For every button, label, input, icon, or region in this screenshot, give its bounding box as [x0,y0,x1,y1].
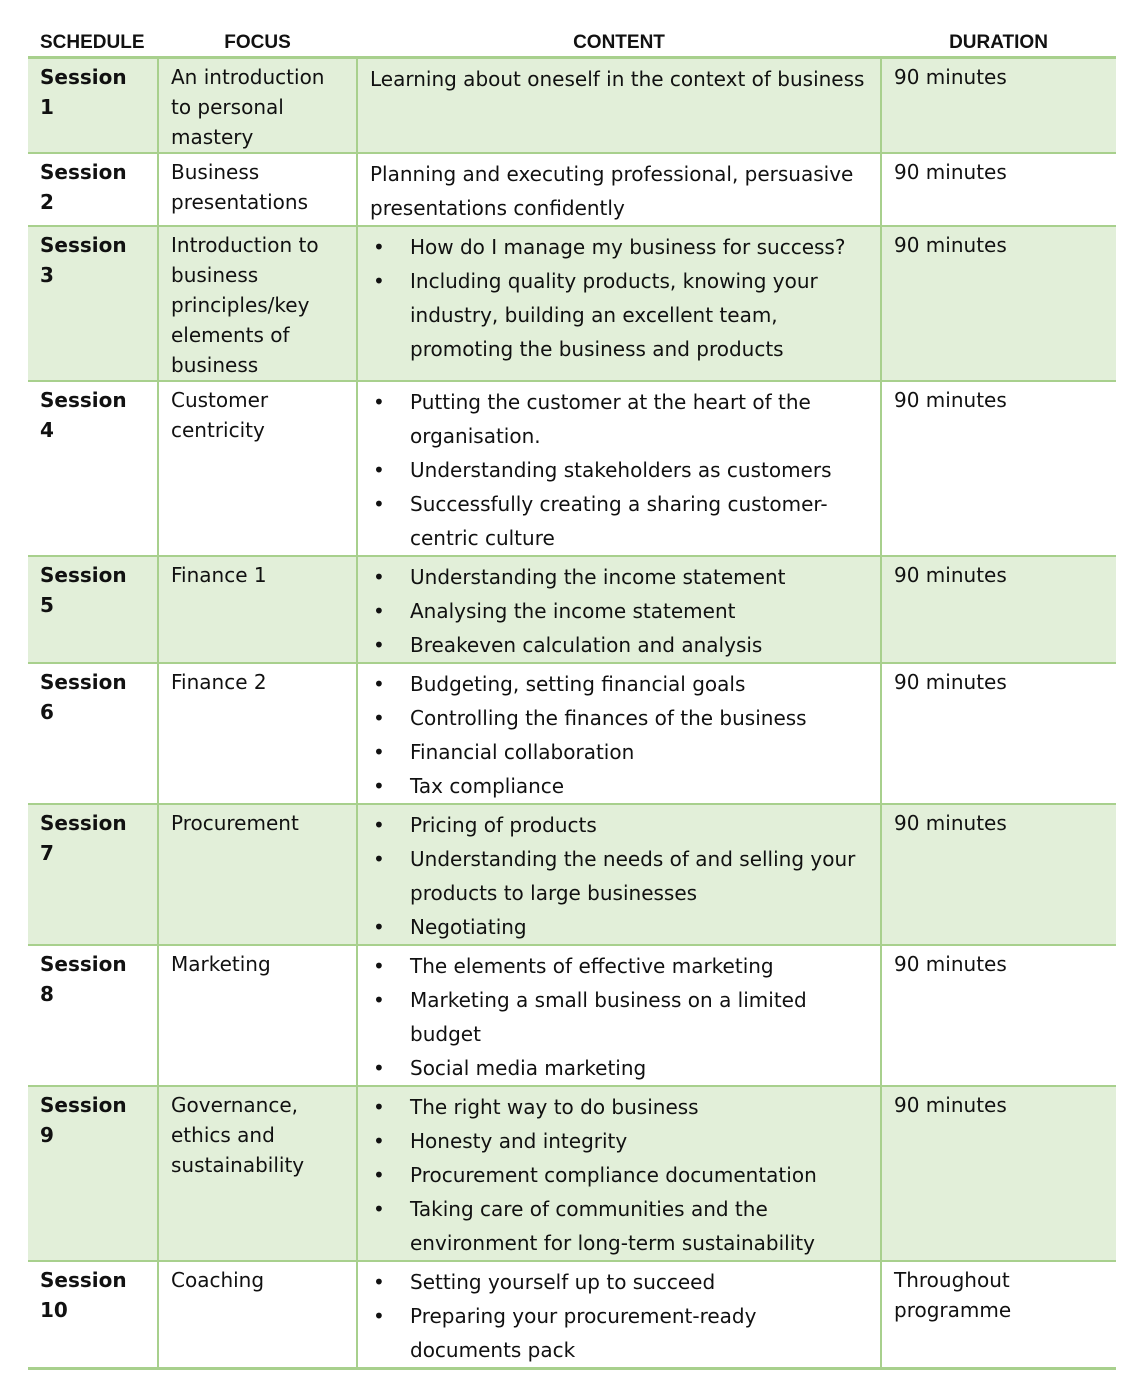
duration-cell: 90 minutes [881,1086,1116,1261]
duration-cell: 90 minutes [881,663,1116,804]
bullet-icon: • [373,672,385,696]
content-bullet-item [370,1299,868,1367]
duration-cell: 90 minutes [881,58,1116,154]
content-bullet-item [370,628,868,662]
content-bullet-list [370,949,868,1085]
content-bullet-text: Understanding the income statement [410,565,786,589]
content-bullet-item [370,1124,868,1158]
content-bullet-list [370,1265,868,1367]
content-bullet-item [370,667,868,701]
session-cell: Session 3 [28,226,158,381]
content-bullet-text: Negotiating [410,915,527,939]
content-bullet-text: Breakeven calculation and analysis [410,633,763,657]
content-bullet-item [370,1265,868,1299]
bullet-icon: • [373,1056,385,1080]
bullet-icon: • [373,269,385,293]
table-body [28,58,1116,1369]
table-row [28,381,1116,556]
session-cell: Session 6 [28,663,158,804]
focus-cell: An introduction to personal mastery [158,58,357,154]
content-bullet-item [370,230,868,264]
bullet-icon: • [373,1095,385,1119]
content-bullet-item [370,385,868,453]
content-cell [357,1261,881,1369]
content-bullet-item [370,949,868,983]
header-duration: DURATION [881,28,1116,58]
bullet-icon: • [373,1129,385,1153]
table-row [28,556,1116,663]
focus-cell: Finance 2 [158,663,357,804]
content-bullet-list [370,808,868,944]
duration-cell: 90 minutes [881,226,1116,381]
content-bullet-item [370,842,868,910]
content-cell [357,381,881,556]
content-bullet-item [370,453,868,487]
bullet-icon: • [373,1304,385,1328]
duration-cell: 90 minutes [881,945,1116,1086]
bullet-icon: • [373,915,385,939]
content-bullet-item [370,769,868,803]
duration-cell: Throughout programme [881,1261,1116,1369]
content-bullet-text: Setting yourself up to succeed [410,1270,716,1294]
content-cell [357,226,881,381]
table-row [28,945,1116,1086]
content-bullet-list [370,560,868,662]
table-row [28,1261,1116,1369]
session-cell: Session 1 [28,58,158,154]
session-cell: Session 8 [28,945,158,1086]
content-bullet-item [370,487,868,555]
session-cell: Session 5 [28,556,158,663]
table-row [28,58,1116,154]
content-bullet-item [370,1090,868,1124]
content-bullet-text: Taking care of communities and the environment for long-term sustainability [410,1197,815,1255]
bullet-icon: • [373,740,385,764]
content-bullet-list [370,230,868,366]
bullet-icon: • [373,813,385,837]
duration-cell: 90 minutes [881,153,1116,226]
header-content: CONTENT [357,28,881,58]
bullet-icon: • [373,390,385,414]
table-row [28,804,1116,945]
content-bullet-text: Understanding stakeholders as customers [410,458,832,482]
content-bullet-item [370,808,868,842]
content-bullet-text: The right way to do business [410,1095,699,1119]
bullet-icon: • [373,599,385,623]
bullet-icon: • [373,988,385,1012]
bullet-icon: • [373,1163,385,1187]
content-bullet-text: Analysing the income statement [410,599,736,623]
focus-cell: Procurement [158,804,357,945]
content-bullet-list [370,1090,868,1260]
header-focus: FOCUS [158,28,357,58]
bullet-icon: • [373,706,385,730]
content-bullet-text: Pricing of products [410,813,597,837]
content-bullet-text: Budgeting, setting financial goals [410,672,746,696]
content-bullet-item [370,594,868,628]
content-bullet-text: Social media marketing [410,1056,647,1080]
content-bullet-text: How do I manage my business for success? [410,235,846,259]
content-bullet-text: Marketing a small business on a limited budget [410,988,807,1046]
content-bullet-text: Putting the customer at the heart of the organisation. [410,390,811,448]
bullet-icon: • [373,633,385,657]
content-cell [357,153,881,226]
table-row [28,153,1116,226]
content-bullet-text: Procurement compliance documentation [410,1163,817,1187]
focus-cell: Introduction to business principles/key elements of business [158,226,357,381]
session-cell: Session 7 [28,804,158,945]
content-cell [357,1086,881,1261]
bullet-icon: • [373,565,385,589]
header-schedule: SCHEDULE [28,28,158,58]
schedule-table [28,28,1116,1370]
content-bullet-item [370,264,868,366]
bullet-icon: • [373,954,385,978]
content-text: Learning about oneself in the context of business [370,67,865,91]
content-cell [357,58,881,154]
schedule-table-container [28,28,1116,1370]
content-bullet-text: Financial collaboration [410,740,635,764]
duration-cell: 90 minutes [881,556,1116,663]
content-bullet-text: Understanding the needs of and selling your products to large businesses [410,847,856,905]
content-cell [357,804,881,945]
focus-cell: Coaching [158,1261,357,1369]
content-bullet-text: Preparing your procurement-ready documents pack [410,1304,757,1362]
content-bullet-text: Successfully creating a sharing customer-centric culture [410,492,828,550]
header-row [28,28,1116,58]
bullet-icon: • [373,847,385,871]
focus-cell: Customer centricity [158,381,357,556]
table-row [28,663,1116,804]
focus-cell: Governance, ethics and sustainability [158,1086,357,1261]
content-bullet-text: Tax compliance [410,774,565,798]
bullet-icon: • [373,1197,385,1221]
content-bullet-list [370,385,868,555]
table-row [28,226,1116,381]
content-bullet-item [370,910,868,944]
content-bullet-text: The elements of effective marketing [410,954,774,978]
content-bullet-list [370,667,868,803]
session-cell: Session 2 [28,153,158,226]
bullet-icon: • [373,774,385,798]
content-bullet-item [370,560,868,594]
content-bullet-item [370,1158,868,1192]
content-text: Planning and executing professional, persuasive presentations confidently [370,162,854,220]
content-bullet-item [370,701,868,735]
content-bullet-text: Including quality products, knowing your industry, building an excellent team, promoting the business and products [410,269,818,361]
content-bullet-text: Controlling the finances of the business [410,706,807,730]
session-cell: Session 10 [28,1261,158,1369]
focus-cell: Finance 1 [158,556,357,663]
focus-cell: Business presentations [158,153,357,226]
session-cell: Session 4 [28,381,158,556]
session-cell: Session 9 [28,1086,158,1261]
content-cell [357,556,881,663]
table-row [28,1086,1116,1261]
focus-cell: Marketing [158,945,357,1086]
bullet-icon: • [373,235,385,259]
bullet-icon: • [373,458,385,482]
content-cell [357,663,881,804]
content-bullet-item [370,735,868,769]
bullet-icon: • [373,1270,385,1294]
content-cell [357,945,881,1086]
content-bullet-item [370,983,868,1051]
content-bullet-item [370,1051,868,1085]
content-bullet-text: Honesty and integrity [410,1129,628,1153]
bullet-icon: • [373,492,385,516]
content-bullet-item [370,1192,868,1260]
duration-cell: 90 minutes [881,804,1116,945]
duration-cell: 90 minutes [881,381,1116,556]
